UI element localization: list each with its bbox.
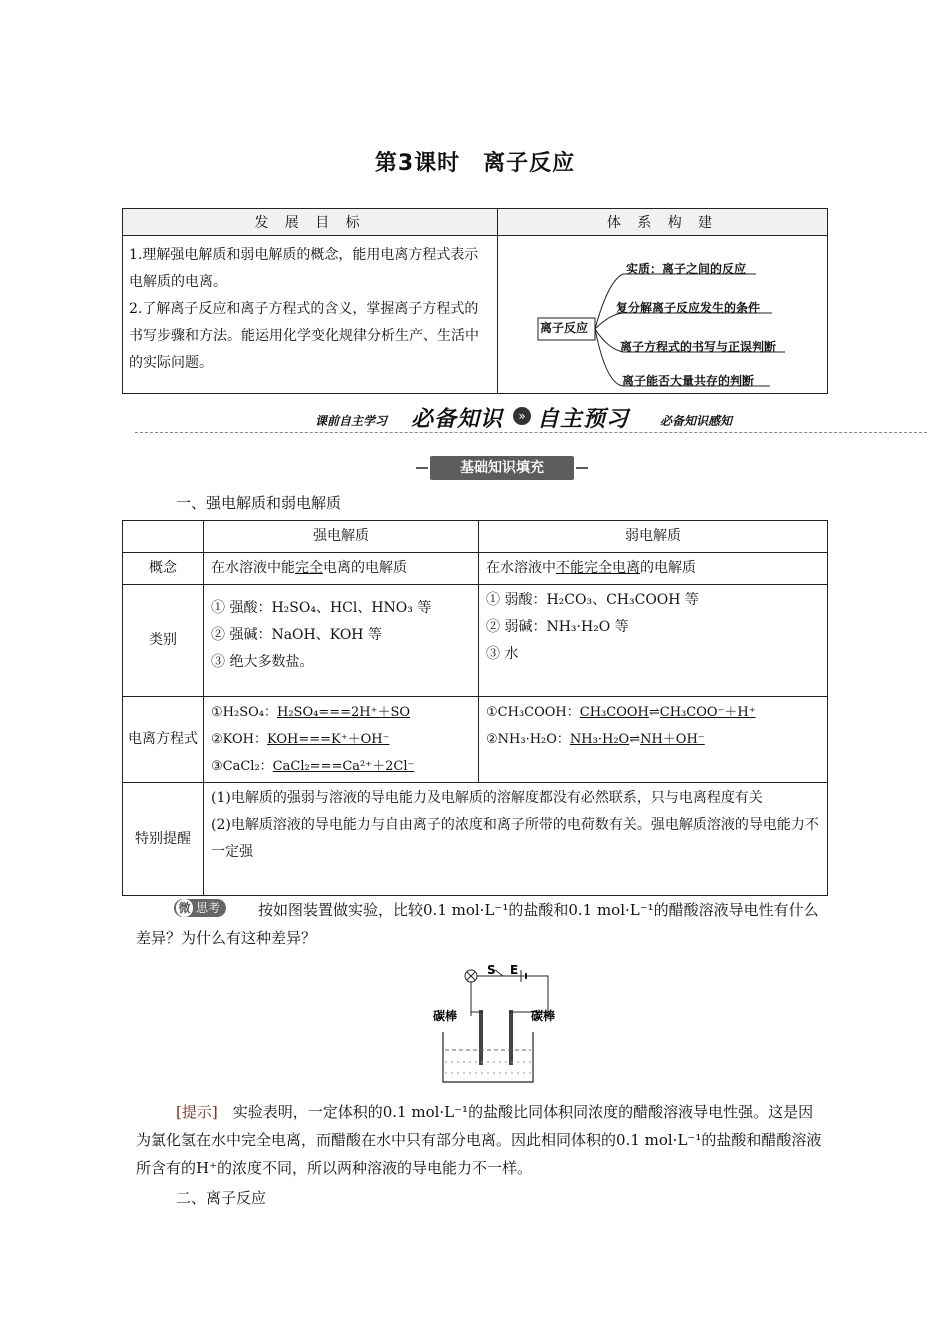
- goal-item: 1.理解强电解质和弱电解质的概念，能用电离方程式表示电解质的电离。: [129, 247, 479, 290]
- goal-item: 2.了解离子反应和离子方程式的含义，掌握离子方程式的书写步骤和方法。能运用化学变化规律分析生产、生活中的实际问题。: [129, 301, 479, 371]
- map-root-label: 离子反应: [540, 321, 589, 335]
- concept-strong: 在水溶液中能完全电离的电解质: [204, 553, 479, 585]
- banner-middle-a: 必备知识: [411, 407, 504, 432]
- chevron-right-icon: »: [513, 407, 531, 425]
- category-weak: ① 弱酸：H₂CO₃、CH₃COOH 等 ② 弱碱：NH₃·H₂O 等 ③ 水: [479, 585, 828, 697]
- goals-text: [123, 236, 498, 394]
- section-tag: 基础知识填充: [430, 456, 574, 480]
- category-strong: ① 强酸：H₂SO₄、HCl、HNO₃ 等 ② 强碱：NaOH、KOH 等 ③ 绝大多数盐。: [204, 585, 479, 697]
- battery-label: E: [510, 963, 519, 977]
- equilibrium-arrow-icon: ⇌: [629, 732, 641, 747]
- think-badge: 微 思考: [174, 899, 226, 917]
- equation-weak: ①CH₃COOH：CH₃COOH⇌CH₃COO⁻＋H⁺ ②NH₃·H₂O：NH₃·H₂O⇌NH＋OH⁻: [479, 697, 828, 783]
- goals-table: [122, 208, 828, 394]
- col-strong: 强电解质: [204, 521, 479, 553]
- page-title: 第3课时 离子反应: [374, 151, 576, 176]
- carbon-rod-right: [509, 1010, 513, 1065]
- row-category: 类别: [123, 585, 204, 697]
- beaker: [443, 1032, 533, 1082]
- section-heading-2: 二、离子反应: [176, 1189, 267, 1207]
- switch-label: S: [487, 963, 496, 977]
- row-note: 特别提醒: [123, 783, 204, 896]
- concept-map: [498, 236, 828, 394]
- banner-divider: [135, 432, 927, 433]
- row-concept: 概念: [123, 553, 204, 585]
- goals-header: 发 展 目 标: [123, 209, 498, 236]
- hint-label: [提示]: [176, 1103, 218, 1121]
- map-branch-3: 离子方程式的书写与正误判断: [620, 340, 777, 354]
- carbon-rod-left: [479, 1010, 483, 1065]
- banner-right: 必备知识感知: [660, 414, 733, 428]
- equilibrium-arrow-icon: ⇌: [648, 705, 660, 720]
- section-heading-1: 一、强电解质和弱电解质: [176, 494, 342, 512]
- concept-weak: 在水溶液中不能完全电离的电解质: [479, 553, 828, 585]
- col-weak: 弱电解质: [479, 521, 828, 553]
- structure-header: 体 系 构 建: [498, 209, 828, 236]
- equation-strong: ①H₂SO₄：H₂SO₄===2H⁺＋SO ②KOH：KOH===K⁺＋OH⁻ ③CaCl₂：CaCl₂===Ca²⁺＋2Cl⁻: [204, 697, 479, 783]
- banner-left: 课前自主学习: [315, 414, 388, 428]
- rod-label-left: 碳棒: [433, 1009, 458, 1023]
- hint-paragraph: [136, 1098, 826, 1182]
- notes-cell: (1)电解质的强弱与溶液的导电能力及电解质的溶解度都没有必然联系，只与电离程度有关 (2)电解质溶液的导电能力与自由离子的浓度和离子所带的电荷数有关。强电解质溶液的导电能力不一定强: [204, 783, 828, 896]
- table-corner: [123, 521, 204, 553]
- hint-text: 实验表明，一定体积的0.1 mol·L⁻¹的盐酸比同体积同浓度的醋酸溶液导电性强。这是因为氯化氢在水中完全电离，而醋酸在水中只有部分电离。因此相同体积的0.1 mol·L⁻¹的盐酸和醋酸溶液所含有的H⁺的浓度不同，所以两种溶液的导电能力不一样。: [136, 1103, 822, 1177]
- rod-label-right: 碳棒: [531, 1009, 556, 1023]
- conductivity-apparatus-figure: [423, 962, 563, 1090]
- switch-icon: [495, 970, 503, 976]
- banner-middle-b: 自主预习: [537, 407, 630, 432]
- row-equation: 电离方程式: [123, 697, 204, 783]
- electrolyte-table: [122, 520, 828, 896]
- map-branch-1: 实质：离子之间的反应: [626, 262, 747, 276]
- think-paragraph: 微 思考 按如图装置做实验，比较0.1 mol·L⁻¹的盐酸和0.1 mol·L⁻¹的醋酸溶液导电性有什么差异？为什么有这种差异？: [136, 901, 819, 947]
- map-branch-4: 离子能否大量共存的判断: [622, 374, 755, 388]
- map-branch-2: 复分解离子反应发生的条件: [616, 301, 761, 315]
